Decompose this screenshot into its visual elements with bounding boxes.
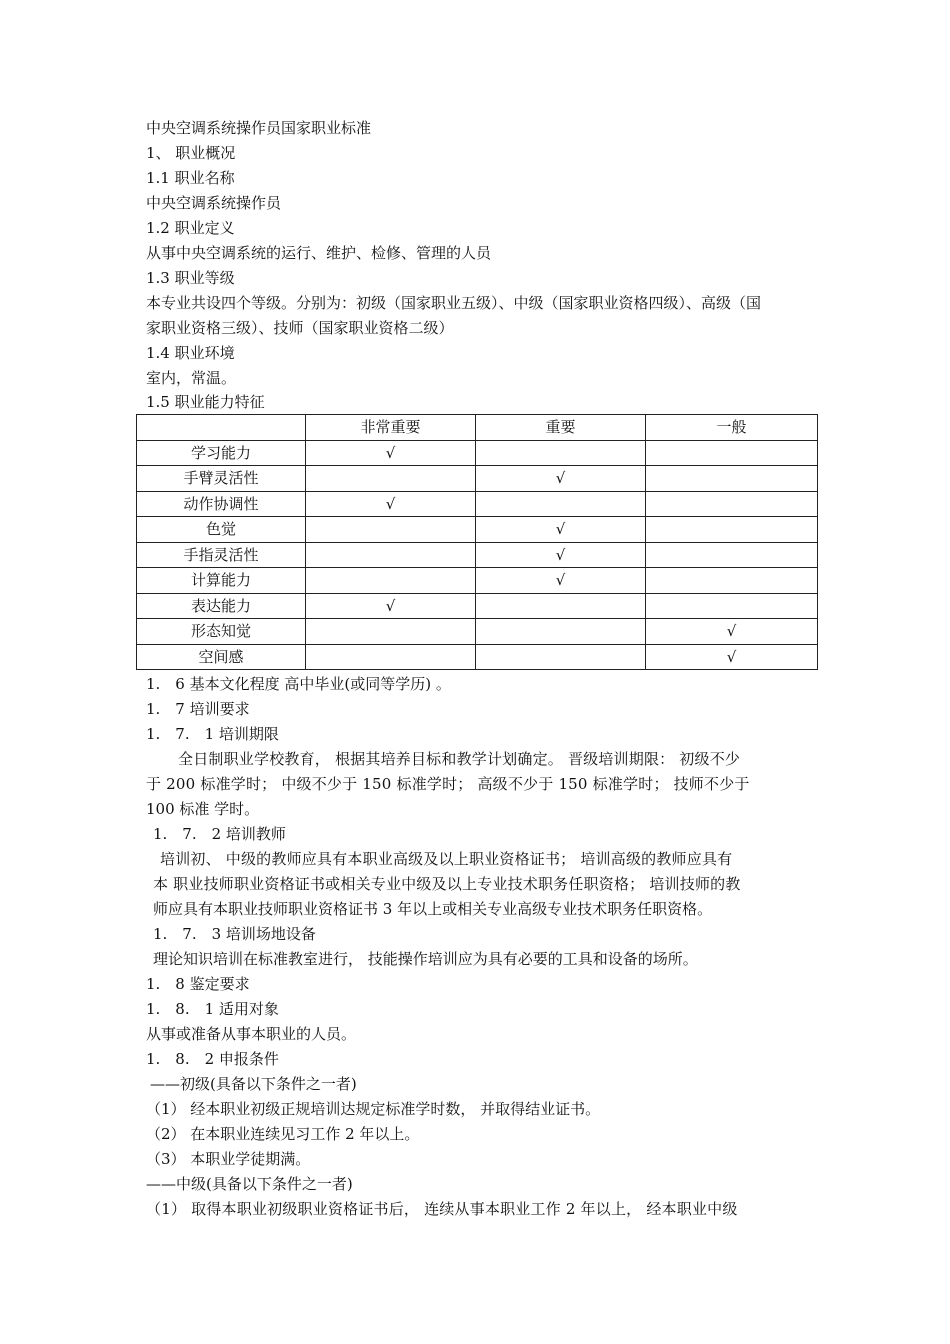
occupation-definition-text: 从事中央空调系统的运行、维护、检修、管理的人员	[146, 244, 492, 262]
check-mark-cell	[476, 644, 646, 670]
middle-level-heading: ——中级(具备以下条件之一者)	[146, 1175, 353, 1193]
section-heading-1-7-2: 1. 7. 2 培训教师	[153, 825, 286, 843]
junior-level-heading: ——初级(具备以下条件之一者)	[150, 1075, 357, 1093]
table-row	[137, 644, 818, 670]
ability-name: 色觉	[137, 517, 306, 543]
training-period-text-line2: 于 200 标准学时； 中级不少于 150 标准学时； 高级不少于 150 标准学时； 技师不少于	[146, 775, 750, 793]
table-header-important: 重要	[476, 415, 646, 441]
junior-condition-2: （2） 在本职业连续见习工作 2 年以上。	[146, 1125, 420, 1143]
occupation-levels-text-line1: 本专业共设四个等级。分别为：初级（国家职业五级）、中级（国家职业资格四级）、高级（国	[146, 294, 762, 312]
table-row	[137, 593, 818, 619]
table-row	[137, 619, 818, 645]
section-heading-1: 1、 职业概况	[146, 144, 236, 162]
check-mark-cell: √	[476, 542, 646, 568]
check-mark-cell	[476, 619, 646, 645]
check-mark-cell	[646, 517, 818, 543]
table-row	[137, 568, 818, 594]
check-mark-cell	[646, 466, 818, 492]
training-teacher-text-line1: 培训初、 中级的教师应具有本职业高级及以上职业资格证书； 培训高级的教师应具有	[160, 850, 733, 868]
training-period-text-line1: 全日制职业学校教育， 根据其培养目标和教学计划确定。 晋级培训期限： 初级不少	[178, 750, 741, 768]
middle-condition-1: （1） 取得本职业初级职业资格证书后， 连续从事本职业工作 2 年以上， 经本职业中级	[146, 1200, 738, 1218]
occupation-levels-text-line2: 家职业资格三级）、技师（国家职业资格二级）	[146, 319, 454, 337]
occupation-name-text: 中央空调系统操作员	[146, 194, 282, 212]
table-row	[137, 517, 818, 543]
check-mark-cell: √	[476, 466, 646, 492]
check-mark-cell: √	[476, 568, 646, 594]
section-heading-1-6: 1. 6 基本文化程度 高中毕业(或同等学历) 。	[146, 675, 451, 693]
table-row	[137, 542, 818, 568]
ability-name: 动作协调性	[137, 491, 306, 517]
table-row	[137, 466, 818, 492]
applicable-object-text: 从事或准备从事本职业的人员。	[146, 1025, 357, 1043]
section-heading-1-2: 1.2 职业定义	[146, 219, 235, 237]
document-title: 中央空调系统操作员国家职业标准	[146, 119, 372, 137]
table-row	[137, 491, 818, 517]
check-mark-cell	[476, 440, 646, 466]
check-mark-cell	[646, 440, 818, 466]
table-row	[137, 440, 818, 466]
check-mark-cell: √	[646, 619, 818, 645]
check-mark-cell	[646, 542, 818, 568]
ability-name: 空间感	[137, 644, 306, 670]
check-mark-cell	[646, 593, 818, 619]
ability-name: 手臂灵活性	[137, 466, 306, 492]
ability-name: 学习能力	[137, 440, 306, 466]
check-mark-cell	[476, 593, 646, 619]
junior-condition-3: （3） 本职业学徒期满。	[146, 1150, 311, 1168]
table-header-blank	[137, 415, 306, 441]
table-header-general: 一般	[646, 415, 818, 441]
table-header-very-important: 非常重要	[306, 415, 476, 441]
section-heading-1-4: 1.4 职业环境	[146, 344, 235, 362]
junior-condition-1: （1） 经本职业初级正规培训达规定标准学时数， 并取得结业证书。	[146, 1100, 601, 1118]
ability-table	[136, 414, 818, 670]
training-teacher-text-line3: 师应具有本职业技师职业资格证书 3 年以上或相关专业高级专业技术职务任职资格。	[153, 900, 713, 918]
ability-table-header-row	[137, 415, 818, 441]
occupation-environment-text: 室内，常温。	[146, 369, 237, 387]
check-mark-cell: √	[646, 644, 818, 670]
section-heading-1-7-1: 1. 7. 1 培训期限	[146, 725, 279, 743]
check-mark-cell	[306, 542, 476, 568]
training-period-text-line3: 100 标准 学时。	[146, 800, 260, 818]
training-teacher-text-line2: 本 职业技师职业资格证书或相关专业中级及以上专业技术职务任职资格； 培训技师的教	[153, 875, 741, 893]
section-heading-1-8-2: 1. 8. 2 申报条件	[146, 1050, 279, 1068]
check-mark-cell	[306, 517, 476, 543]
section-heading-1-8-1: 1. 8. 1 适用对象	[146, 1000, 279, 1018]
check-mark-cell	[306, 568, 476, 594]
check-mark-cell	[646, 491, 818, 517]
section-heading-1-7: 1. 7 培训要求	[146, 700, 250, 718]
ability-name: 表达能力	[137, 593, 306, 619]
check-mark-cell	[306, 619, 476, 645]
check-mark-cell: √	[476, 517, 646, 543]
section-heading-1-3: 1.3 职业等级	[146, 269, 235, 287]
training-site-text: 理论知识培训在标准教室进行， 技能操作培训应为具有必要的工具和设备的场所。	[153, 950, 698, 968]
ability-name: 计算能力	[137, 568, 306, 594]
section-heading-1-5: 1.5 职业能力特征	[146, 393, 265, 411]
check-mark-cell	[646, 568, 818, 594]
check-mark-cell	[306, 644, 476, 670]
check-mark-cell	[476, 491, 646, 517]
ability-name: 形态知觉	[137, 619, 306, 645]
section-heading-1-7-3: 1. 7. 3 培训场地设备	[153, 925, 316, 943]
check-mark-cell	[306, 466, 476, 492]
section-heading-1-8: 1. 8 鉴定要求	[146, 975, 250, 993]
section-heading-1-1: 1.1 职业名称	[146, 169, 235, 187]
ability-name: 手指灵活性	[137, 542, 306, 568]
check-mark-cell: √	[306, 491, 476, 517]
check-mark-cell: √	[306, 440, 476, 466]
check-mark-cell: √	[306, 593, 476, 619]
